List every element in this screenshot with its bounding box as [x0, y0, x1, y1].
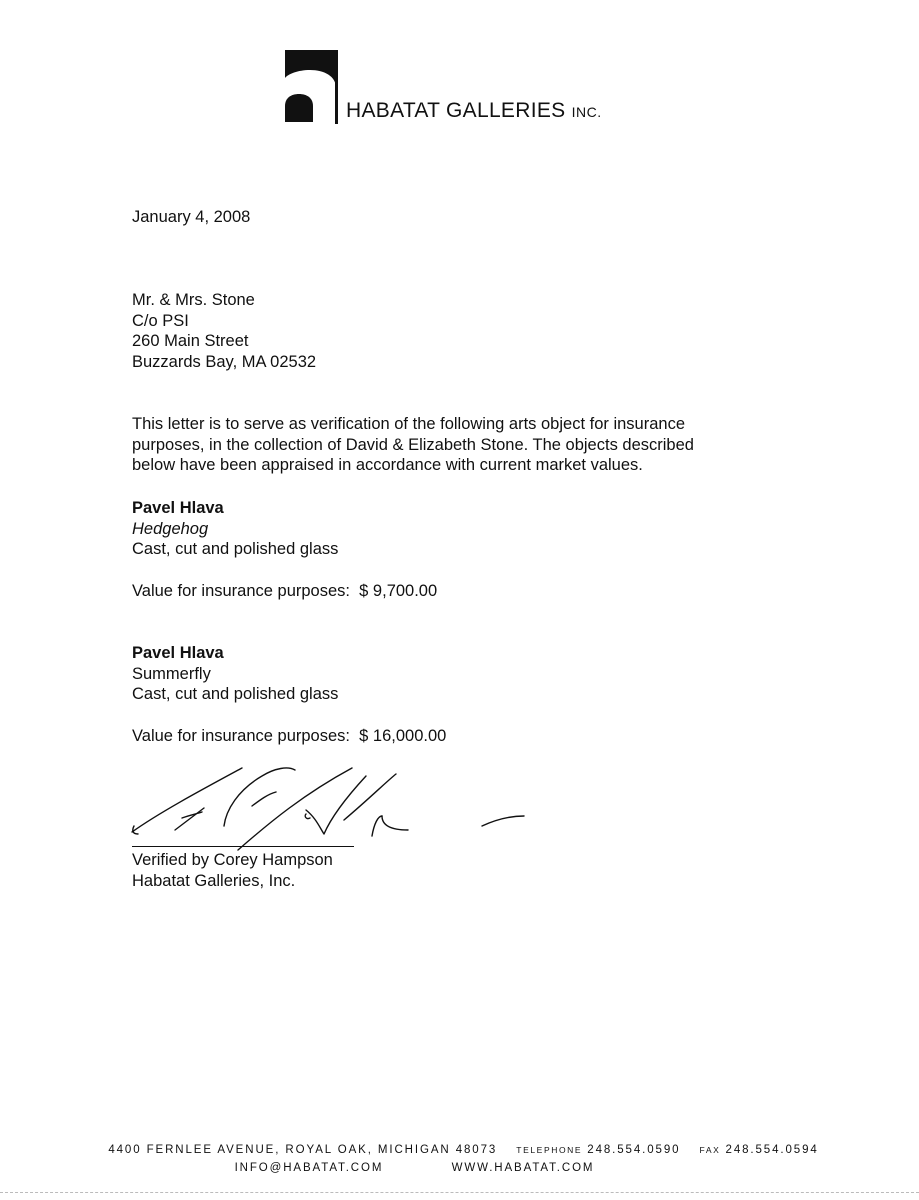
footer-telephone: 248.554.0590 [587, 1144, 681, 1156]
footer-address: 4400 FERNLEE AVENUE, ROYAL OAK, MICHIGAN 48073 [108, 1144, 498, 1156]
footer-email: INFO@HABATAT.COM [234, 1162, 384, 1174]
company-name-text: HABATAT GALLERIES [346, 99, 566, 122]
company-suffix: INC. [571, 104, 602, 120]
recipient-name: Mr. & Mrs. Stone [132, 291, 255, 309]
artwork-artist: Pavel Hlava [132, 499, 224, 517]
signature-line [132, 846, 354, 847]
artwork-value-label: Value for insurance purposes: [132, 727, 350, 745]
habatat-logo-icon [280, 44, 344, 126]
artwork-value: $ 9,700.00 [359, 582, 438, 600]
scan-edge-divider [0, 1192, 919, 1193]
intro-paragraph [132, 414, 694, 476]
intro-line: purposes, in the collection of David & Elizabeth Stone. The objects described [132, 435, 694, 454]
artwork-value-row [132, 581, 437, 602]
artwork-title: Summerfly [132, 664, 211, 683]
footer-fax-label: FAX [699, 1145, 721, 1155]
footer-website: WWW.HABATAT.COM [451, 1162, 595, 1174]
artwork-medium: Cast, cut and polished glass [132, 685, 339, 703]
artwork-medium: Cast, cut and polished glass [132, 540, 339, 558]
footer-fax: 248.554.0594 [725, 1144, 819, 1156]
footer-web-row [0, 1159, 919, 1177]
intro-line: below have been appraised in accordance with current market values. [132, 456, 643, 474]
signatory-company: Habatat Galleries, Inc. [132, 871, 296, 890]
artwork-item [132, 498, 338, 560]
recipient-care-of: C/o PSI [132, 311, 189, 330]
intro-line: This letter is to serve as verification of the following arts object for insurance [132, 415, 685, 433]
letterhead-footer [0, 1141, 919, 1177]
artwork-value-label: Value for insurance purposes: [132, 582, 350, 600]
recipient-address [132, 290, 316, 372]
recipient-street: 260 Main Street [132, 332, 249, 350]
artwork-value-row [132, 726, 446, 747]
footer-telephone-label: TELEPHONE [516, 1145, 583, 1155]
footer-contact-row [0, 1141, 919, 1159]
letter-date: January 4, 2008 [132, 208, 251, 226]
artwork-artist: Pavel Hlava [132, 644, 224, 662]
recipient-city: Buzzards Bay, MA 02532 [132, 352, 317, 371]
artwork-item [132, 643, 338, 705]
company-name [346, 99, 602, 123]
handwritten-signature [120, 760, 540, 860]
artwork-title: Hedgehog [132, 519, 209, 538]
signatory-name: Verified by Corey Hampson [132, 851, 333, 869]
artwork-value: $ 16,000.00 [359, 727, 447, 745]
letterhead [280, 44, 680, 126]
signatory-block [132, 850, 333, 891]
